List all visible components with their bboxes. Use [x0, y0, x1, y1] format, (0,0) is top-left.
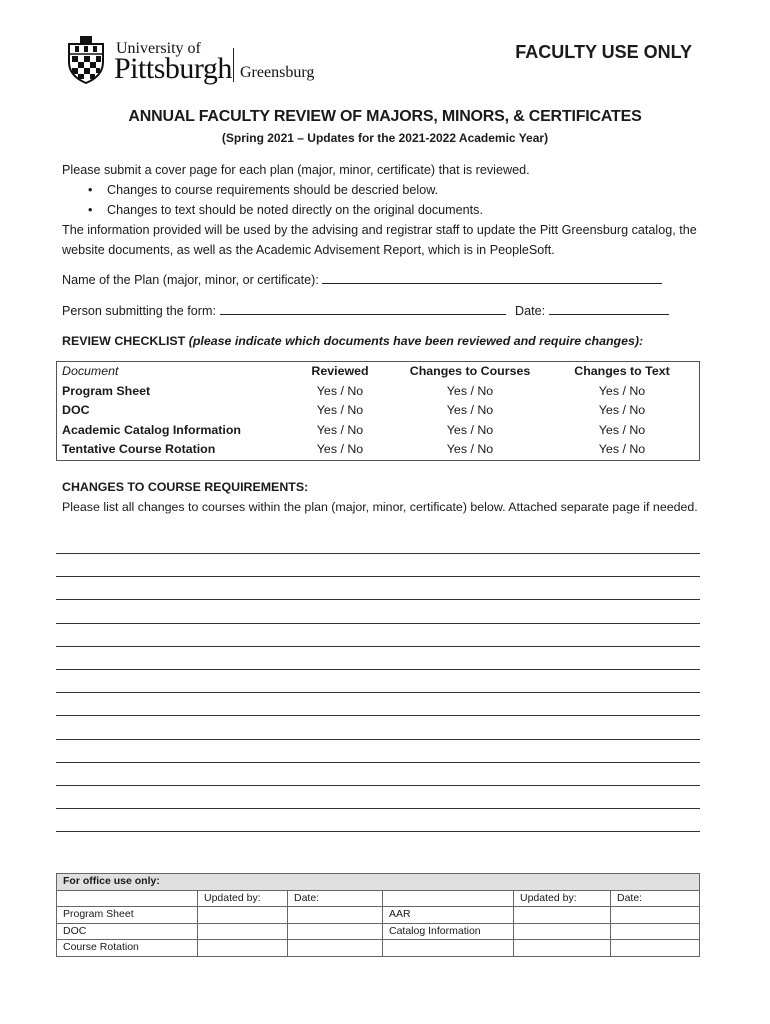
office-input-cell[interactable] — [514, 940, 611, 957]
intro-text — [62, 160, 712, 260]
review-checklist-heading-bold: REVIEW CHECKLIST — [62, 334, 186, 348]
changes-text-choice[interactable]: Yes / No — [598, 442, 646, 456]
intro-bullet-1: • Changes to course requirements should be descried below. — [62, 180, 712, 200]
column-header-document: Document — [62, 364, 119, 378]
office-input-cell[interactable] — [288, 923, 383, 940]
reviewed-choice[interactable]: Yes / No — [316, 403, 364, 417]
intro-line1: Please submit a cover page for each plan (major, minor, certificate) that is reviewed. — [62, 163, 530, 177]
office-item-course-rotation: Course Rotation — [57, 940, 198, 957]
writing-line[interactable] — [56, 762, 700, 763]
plan-name-input[interactable] — [322, 271, 662, 284]
reviewed-choice[interactable]: Yes / No — [316, 422, 364, 437]
office-cell-empty — [57, 890, 198, 907]
table-row — [57, 907, 700, 924]
office-input-cell[interactable] — [198, 907, 288, 924]
reviewed-choice[interactable]: Yes / No — [316, 442, 364, 456]
office-updated-by-label: Updated by: — [198, 890, 288, 907]
office-use-table — [56, 873, 700, 957]
review-checklist-table — [56, 361, 700, 461]
changes-writing-lines[interactable] — [56, 553, 700, 854]
faculty-use-only-label: FACULTY USE ONLY — [515, 42, 692, 62]
writing-line[interactable] — [56, 646, 700, 647]
office-input-cell[interactable] — [514, 923, 611, 940]
table-row — [57, 940, 700, 957]
intro-line2: The information provided will be used by the advising and registrar staff to update the Pitt Greensburg catalog, the website documents, as well as the Academic Advisement Report, which is in PeopleSoft. — [62, 223, 697, 257]
table-row — [57, 421, 700, 441]
writing-line[interactable] — [56, 785, 700, 786]
page-title: ANNUAL FACULTY REVIEW OF MAJORS, MINORS, & CERTIFICATES — [128, 108, 642, 125]
office-input-cell[interactable] — [611, 940, 700, 957]
university-logo — [66, 36, 336, 88]
office-input-cell[interactable] — [288, 907, 383, 924]
review-checklist-heading-italic: (please indicate which documents have been reviewed and require changes): — [188, 334, 644, 348]
date-label: Date: — [515, 304, 546, 318]
table-header-row — [57, 362, 700, 382]
office-cell-empty — [383, 890, 514, 907]
university-crest-icon — [66, 36, 106, 84]
office-item-program-sheet: Program Sheet — [57, 907, 198, 924]
intro-bullet-2: • Changes to text should be noted directly on the original documents. — [62, 200, 712, 220]
writing-line[interactable] — [56, 692, 700, 693]
office-input-cell[interactable] — [611, 923, 700, 940]
office-input-cell[interactable] — [288, 940, 383, 957]
logo-pittsburgh: Pittsburgh — [114, 52, 232, 85]
office-updated-by-label: Updated by: — [514, 890, 611, 907]
writing-line[interactable] — [56, 715, 700, 716]
column-header-reviewed: Reviewed — [311, 364, 369, 378]
writing-line[interactable] — [56, 808, 700, 809]
office-cell-empty — [383, 940, 514, 957]
person-submitting-label: Person submitting the form: — [62, 304, 216, 318]
page-subtitle: (Spring 2021 – Updates for the 2021-2022 Academic Year) — [221, 131, 549, 145]
office-date-label: Date: — [611, 890, 700, 907]
person-submitting-field — [62, 301, 712, 321]
column-header-changes-courses: Changes to Courses — [409, 364, 531, 378]
office-input-cell[interactable] — [611, 907, 700, 924]
logo-divider — [233, 48, 234, 82]
review-checklist-heading — [62, 334, 643, 348]
table-row — [57, 382, 700, 402]
changes-text-choice[interactable]: Yes / No — [598, 403, 646, 417]
writing-line[interactable] — [56, 623, 700, 624]
changes-courses-choice[interactable]: Yes / No — [446, 383, 494, 398]
changes-courses-choice[interactable]: Yes / No — [446, 403, 494, 417]
writing-line[interactable] — [56, 599, 700, 600]
changes-heading: CHANGES TO COURSE REQUIREMENTS: — [62, 480, 309, 494]
writing-line[interactable] — [56, 669, 700, 670]
changes-instructions: Please list all changes to courses within the plan (major, minor, certificate) below. Attached separate page if needed. — [62, 500, 698, 514]
office-input-cell[interactable] — [198, 923, 288, 940]
row-document-name: DOC — [62, 403, 90, 417]
table-row — [57, 440, 700, 460]
office-use-header-row — [57, 874, 700, 891]
logo-university-of: University of — [116, 40, 201, 57]
writing-line[interactable] — [56, 739, 700, 740]
plan-name-field — [62, 270, 712, 290]
row-document-name: Academic Catalog Information — [62, 422, 242, 437]
table-row — [57, 923, 700, 940]
reviewed-choice[interactable]: Yes / No — [316, 383, 364, 398]
plan-name-label: Name of the Plan (major, minor, or certificate): — [62, 273, 319, 287]
writing-line[interactable] — [56, 831, 700, 832]
office-item-doc: DOC — [57, 923, 198, 940]
writing-line[interactable] — [56, 553, 700, 554]
office-item-catalog-information: Catalog Information — [383, 923, 514, 940]
changes-courses-choice[interactable]: Yes / No — [446, 422, 494, 437]
column-header-changes-text: Changes to Text — [574, 364, 670, 378]
row-document-name: Tentative Course Rotation — [62, 442, 216, 456]
office-item-aar: AAR — [383, 907, 514, 924]
office-use-heading: For office use only: — [57, 874, 700, 891]
changes-courses-choice[interactable]: Yes / No — [446, 442, 494, 456]
office-input-cell[interactable] — [198, 940, 288, 957]
table-row — [57, 401, 700, 421]
writing-line[interactable] — [56, 576, 700, 577]
logo-campus: Greensburg — [240, 64, 315, 81]
changes-text-choice[interactable]: Yes / No — [598, 422, 646, 437]
office-date-label: Date: — [288, 890, 383, 907]
changes-text-choice[interactable]: Yes / No — [598, 383, 646, 398]
person-submitting-input[interactable] — [220, 302, 506, 315]
table-row — [57, 890, 700, 907]
date-input[interactable] — [549, 302, 669, 315]
office-input-cell[interactable] — [514, 907, 611, 924]
row-document-name: Program Sheet — [62, 383, 151, 398]
